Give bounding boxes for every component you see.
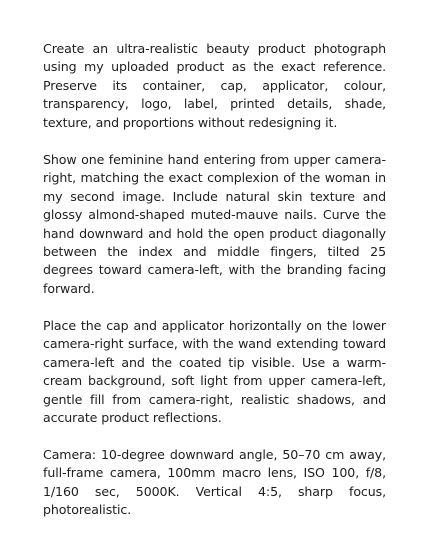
paragraph-hand-pose: Show one feminine hand entering from upper camera-right, matching the exact complexion of the woman in my second image. Include natural skin texture and glossy almond-shaped muted-mauve nails. Curve the hand downward and hold the open product diagonally between the index and middle fingers, tilted 25 degrees toward camera-left, with the branding facing forward. [43, 151, 386, 296]
paragraph-product-reference: Create an ultra-realistic beauty product photograph using my uploaded product as the exact reference. Preserve its container, cap, applicator, colour, transparency, logo, label, printed details, shade, texture, and proportions without redesigning it. [43, 41, 386, 130]
paragraph-camera-settings: Camera: 10-degree downward angle, 50–70 cm away, full-frame camera, 100mm macro lens, ISO 100, f/8, 1/160 sec, 5000K. Vertical 4:5, sharp focus, photorealistic. [43, 446, 386, 518]
document-body [43, 40, 386, 538]
paragraph-scene-lighting: Place the cap and applicator horizontally on the lower camera-right surface, with the wand extending toward camera-left and the coated tip visible. Use a warm-cream background, soft light from upper camera-left, gentle fill from camera-right, realistic shadows, and accurate product reflections. [43, 317, 386, 426]
